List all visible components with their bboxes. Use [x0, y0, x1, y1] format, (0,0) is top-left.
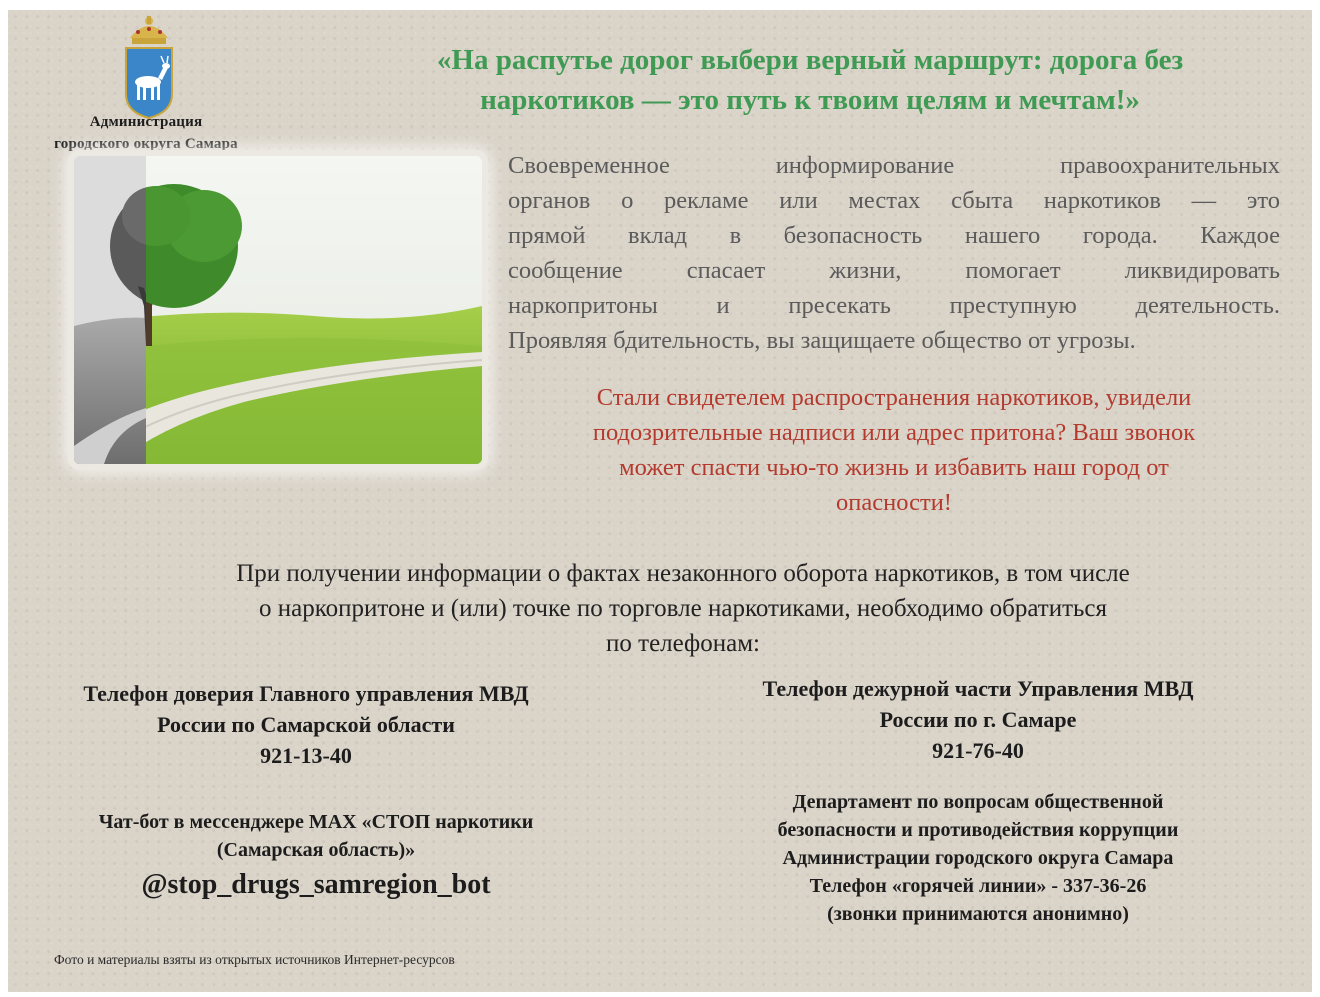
dept-line-1: Департамент по вопросам общественной: [792, 791, 1164, 813]
admin-name-line2: городского округа Самара: [54, 136, 238, 152]
main-line-1: Своевременное информирование правоохранительных: [508, 152, 1280, 179]
info-line-1: При получении информации о фактах незаконного оборота наркотиков, в том числе: [236, 560, 1130, 587]
dept-line-2: безопасности и противодействия коррупции: [777, 819, 1179, 841]
contact-mvd-region: [36, 678, 576, 771]
coat-of-arms-icon: [118, 16, 180, 120]
crown-icon: [130, 16, 168, 44]
headline: [370, 40, 1250, 120]
appeal-line-3: может спасти чью-то жизнь и избавить наш город от: [619, 454, 1169, 481]
main-line-3: прямой вклад в безопасность нашего города. Каждое: [508, 222, 1280, 249]
appeal-paragraph: [508, 380, 1280, 520]
footnote: Фото и материалы взяты из открытых источников Интернет-ресурсов: [54, 952, 455, 967]
contact-right-line2: России по г. Самаре: [879, 707, 1077, 732]
contact-left-line2: России по Самарской области: [157, 712, 455, 737]
main-line-5: наркопритоны и пресекать преступную деятельность.: [508, 292, 1280, 319]
info-line-3: по телефонам:: [606, 630, 760, 657]
main-line-2: органов о рекламе или местах сбыта наркотиков — это: [508, 187, 1280, 214]
poster: [8, 10, 1312, 992]
contact-right-phone: 921-76-40: [932, 738, 1024, 763]
contact-mvd-city: [708, 673, 1248, 766]
contact-left-line1: Телефон доверия Главного управления МВД: [83, 681, 529, 706]
contact-right-line1: Телефон дежурной части Управления МВД: [762, 676, 1194, 701]
dept-line-3: Администрации городского округа Самара: [782, 847, 1174, 869]
department-block: [708, 788, 1248, 928]
chatbot-line1: Чат-бот в мессенджере MAX «СТОП наркотики: [98, 811, 534, 833]
headline-line1: «На распутье дорог выбери верный маршрут: дорога без: [436, 44, 1184, 76]
chatbot-handle: @stop_drugs_samregion_bot: [141, 869, 491, 900]
chatbot-line2: (Самарская область)»: [216, 839, 416, 861]
tree-road-photo: [74, 156, 482, 464]
appeal-line-2: подозрительные надписи или адрес притона? Ваш звонок: [592, 419, 1196, 446]
chatbot-block: [36, 808, 596, 904]
contact-left-phone: 921-13-40: [260, 743, 352, 768]
admin-name-line1: Администрация: [89, 114, 203, 130]
appeal-line-4: опасности!: [836, 489, 952, 516]
appeal-line-1: Стали свидетелем распространения наркотиков, увидели: [596, 384, 1192, 411]
main-line-6: Проявляя бдительность, вы защищаете общество от угрозы.: [508, 327, 1136, 354]
dept-line-4: Телефон «горячей линии» - 337-36-26: [809, 875, 1147, 897]
info-line-2: о наркопритоне и (или) точке по торговле наркотиками, необходимо обратиться: [258, 595, 1107, 622]
main-paragraph: [508, 148, 1280, 358]
dept-line-5: (звонки принимаются анонимно): [827, 903, 1129, 925]
main-line-4: сообщение спасает жизни, помогает ликвидировать: [508, 257, 1280, 284]
info-paragraph: [158, 556, 1208, 661]
headline-line2: наркотиков — это путь к твоим целям и мечтам!»: [480, 84, 1140, 116]
